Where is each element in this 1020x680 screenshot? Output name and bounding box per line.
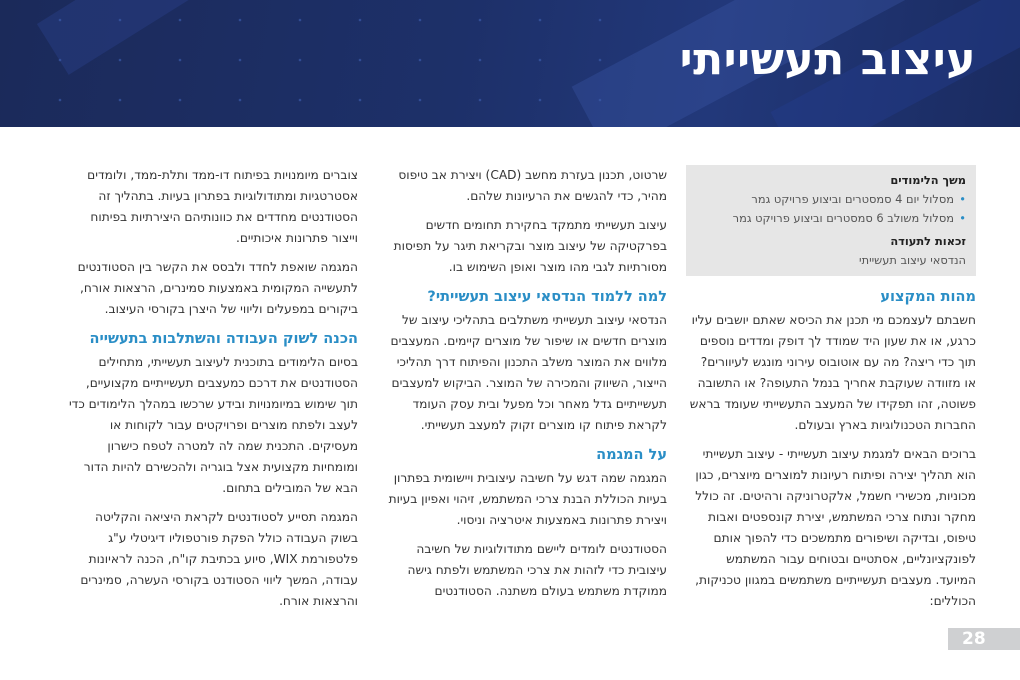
- paragraph: הנדסאי עיצוב תעשייתי משתלבים בתהליכי עיצוב של מוצרים חדשים או שיפור של מוצרים קיימים. המעצבים מלווים את המוצר משלב התכנון והפיתוח דרך תהליכי הייצור, השיווק והמכירה של המוצר. הביקוש למעצבים תעשייתיים גדל מאחר וכל מפעל ובית עסק העומד לקראת פיתוח קו מוצרים זקוק למעצב תעשייתי.: [390, 313, 667, 432]
- program-info-box: [686, 165, 976, 276]
- duration-label: משך הלימודים: [890, 173, 966, 187]
- paragraph: המגמה שמה דגש על חשיבה עיצובית ויישומית בפתרון בעיות הכוללת הבנת צרכי המשתמש, זיהוי ואפיון בעיות ויצירת פתרונות באמצעות איטרציה וניסוי.: [388, 471, 667, 527]
- paragraph: שרטוט, תכנון בעזרת מחשב (CAD) ויצירת אב טיפוס מהיר, כדי להגשים את הרעיונות שלהם.: [398, 168, 667, 203]
- section-heading-why: למה ללמוד הנדסאי עיצוב תעשייתי?: [427, 289, 667, 305]
- section-heading-about: על המגמה: [596, 447, 667, 463]
- page-number: 28: [962, 629, 986, 649]
- column-right: [686, 165, 976, 620]
- certificate-value: הנדסאי עיצוב תעשייתי: [859, 253, 966, 267]
- paragraph: המגמה תסייע לסטודנטים לקראת היציאה והקליטה בשוק העבודה כולל הפקת פורטפוליו דיגיטלי ע"ג פלטפורמת WIX, סיוע בכתיבת קו"ח, הכנה לראיונות עבודה, המשך ליווי הסטודנט בקורסי העשרה, סמינרים והרצאות אורח.: [80, 510, 358, 608]
- header-banner: [0, 0, 1020, 127]
- paragraph: ברוכים הבאים למגמת עיצוב תעשייתי - עיצוב תעשייתי הוא תהליך יצירה ופיתוח רעיונות למוצרים מיוצרים, כגון מכוניות, מכשירי חשמל, אלקטרוניקה ורהיטים. זה כולל מחקר ונתוח צרכי המשתמש, יצירת קונספטים ואבות טיפוס, ובדיקה ושיפורים מתמשכים כדי להפוך אותם לפונקציונליים, אסתטיים ובטוחים עבור המשתמש המיועד. מעצבים תעשייתיים משתמשים במגוון טכניקות, הכוללים:: [695, 447, 976, 608]
- paragraph: המגמה שואפת לחדד ולבסס את הקשר בין הסטודנטים לתעשייה המקומית באמצעות סמינרים, הרצאות אורח, ביקורים במפעלים וליווי של היצרן בקורסי העיצוב.: [77, 260, 358, 316]
- list-item: • מסלול יום 4 סמסטרים וביצוע פרויקט גמר: [696, 190, 966, 209]
- paragraph: הסטודנטים לומדים ליישם מתודולוגיות של חשיבה עיצובית כדי לזהות את צרכי המשתמש ולפתח גישה ממוקדת משתמש בעולם משתנה. הסטודנטים: [407, 542, 667, 598]
- paragraph: חשבתם לעצמכם מי תכנן את הכיסא שאתם יושבים עליו כרגע, או את שעון היד שמודד לך דופק ומדדים נוספים תוך כדי ריצה? מה עם אוטובוס עירוני מונגש לעיוורים? או מזוודה שעוקבת אחריך בנמל התעופה? או התשובה פשוטה, זהו תפקידו של המעצב התעשייתי שעומד בראש החברות הטכנולוגיות בארץ ובעולם.: [689, 313, 976, 432]
- section-heading-essence: מהות המקצוע: [880, 289, 976, 305]
- page-title: עיצוב תעשייתי: [679, 34, 976, 85]
- paragraph: בסיום הלימודים בתוכנית לעיצוב תעשייתי, מתחילים הסטודנטים את דרכם כמעצבים תעשייתיים מקצועיים, תוך שימוש במיומנויות ובידע שרכשו במהלך הלימודים כדי לעצב ולפתח מוצרים ופרויקטים עבור לקוחות או מעסיקים. התכנית שמה לה למטרה לטפח כישרון ומומחיות מקצועית אצל בוגריה ולהכשירם להיות הדור הבא של המובילים בתחום.: [68, 355, 358, 495]
- paragraph: עיצוב תעשייתי מתמקד בחקירת תחומים חדשים בפרקטיקה של עיצוב מוצר ובקריאת תיגר על תפיסות מסורתיות לגבי מהו מוצר ואופן השימוש בו.: [393, 218, 667, 274]
- paragraph: צוברים מיומנויות בפיתוח דו-ממד ותלת-ממד, ולומדים אסטרטגיות ומתודולוגיות בפתרון בעיות. בתהליך זה הסטודנטים מחדדים את כוונותיהם היצירתיות בפיתוח וייצור פתרונות איכותיים.: [87, 168, 358, 245]
- tracks-list: [696, 190, 966, 228]
- page-number-tab: [948, 628, 1020, 650]
- column-left: [68, 165, 358, 620]
- section-heading-market: הכנה לשוק העבודה והשתלבות בתעשייה: [89, 331, 358, 347]
- certificate-label: זכאות לתעודה: [890, 234, 966, 248]
- list-item: • מסלול משולב 6 סמסטרים וביצוע פרויקט גמר: [696, 209, 966, 228]
- column-middle: [377, 165, 667, 610]
